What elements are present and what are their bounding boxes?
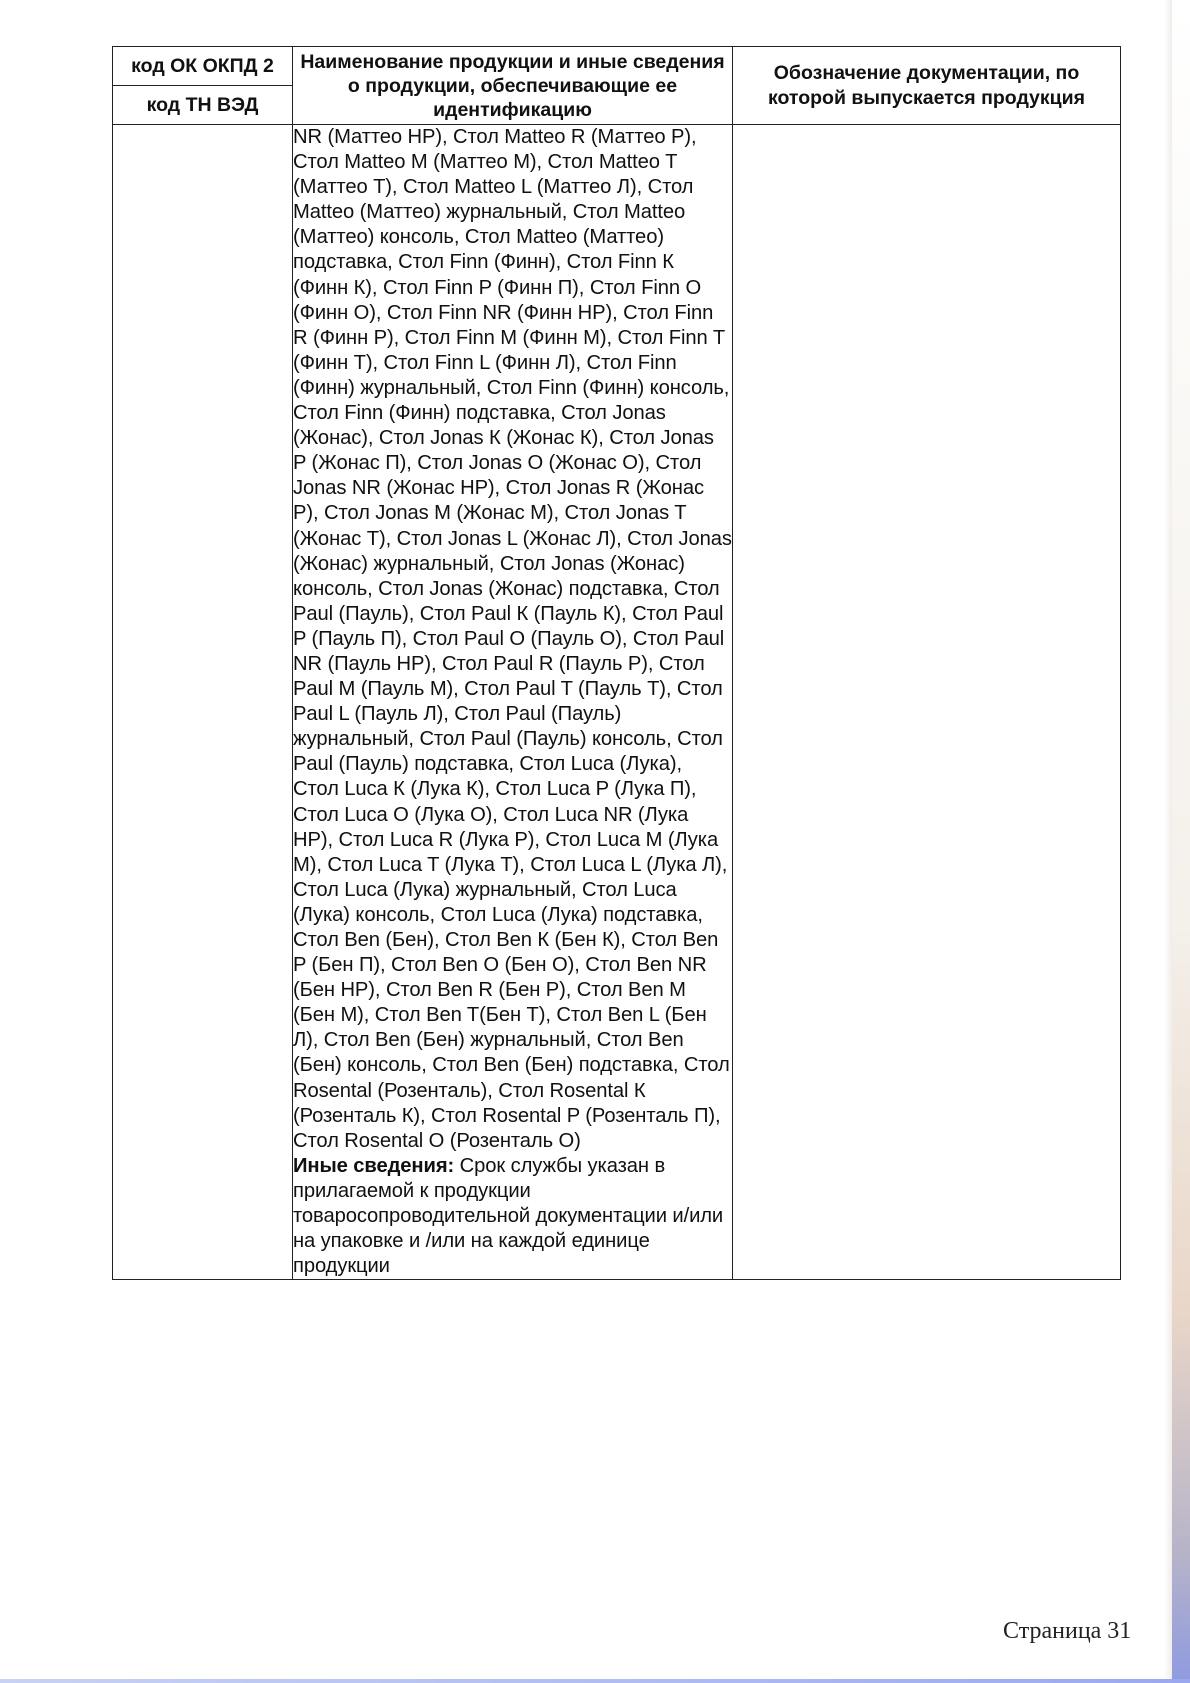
header-product-name: Наименование продукции и иные сведения о продукции, обеспечивающие ее идентификацию: [293, 47, 733, 125]
table-header-row: [113, 47, 1121, 86]
other-info-text: Срок службы указан в прилагаемой к продукции товаросопроводительной документации и/или на упаковке и /или на каждой единице продукции: [293, 1154, 724, 1278]
cell-product-description: [293, 125, 733, 1280]
scanned-bottom-edge: [0, 1679, 1190, 1683]
product-specification-table: [112, 46, 1121, 1280]
header-tnved-code: код ТН ВЭД: [113, 86, 293, 125]
scanned-page-edge: [1172, 0, 1190, 1683]
header-okpd2-code: код ОК ОКПД 2: [113, 47, 293, 86]
header-documentation: Обозначение документации, по которой выпускается продукция: [733, 47, 1121, 125]
product-list-text: NR (Маттео НР), Стол Matteo R (Маттео Р), Стол Matteo M (Маттео М), Стол Matteo T (Маттео Т), Стол Matteo L (Маттео Л), Стол Matteo (Маттео) журнальный, Стол Matteo (Маттео) консоль, Стол Matteo (Маттео) подставка, Стол Finn (Финн), Стол Finn К (Финн К), Стол Finn P (Финн П), Стол Finn O (Финн О), Стол Finn NR (Финн НР), Стол Finn R (Финн Р), Стол Finn M (Финн М), Стол Finn T (Финн Т), Стол Finn L (Финн Л), Стол Finn (Финн) журнальный, Стол Finn (Финн) консоль, Стол Finn (Финн) подставка, Стол Jonas (Жонас), Стол Jonas К (Жонас К), Стол Jonas P (Жонас П), Стол Jonas O (Жонас О), Стол Jonas NR (Жонас НР), Стол Jonas R (Жонас Р), Стол Jonas M (Жонас М), Стол Jonas T (Жонас Т), Стол Jonas L (Жонас Л), Стол Jonas (Жонас) журнальный, Стол Jonas (Жонас) консоль, Стол Jonas (Жонас) подставка, Стол Paul (Пауль), Стол Paul К (Пауль К), Стол Paul P (Пауль П), Стол Paul O (Пауль О), Стол Paul NR (Пауль НР), Стол Paul R (Пауль Р), Стол Paul M (Пауль М), Стол Paul T (Пауль Т), Стол Paul L (Пауль Л), Стол Paul (Пауль) журнальный, Стол Paul (Пауль) консоль, Стол Paul (Пауль) подставка, Стол Luca (Лука), Стол Luca К (Лука К), Стол Luca P (Лука П), Стол Luca O (Лука О), Стол Luca NR (Лука НР), Стол Luca R (Лука Р), Стол Luca M (Лука М), Стол Luca T (Лука Т), Стол Luca L (Лука Л), Стол Luca (Лука) журнальный, Стол Luca (Лука) консоль, Стол Luca (Лука) подставка, Стол Ben (Бен), Стол Ben К (Бен К), Стол Ben P (Бен П), Стол Ben O (Бен О), Стол Ben NR (Бен НР), Стол Ben R (Бен Р), Стол Ben M (Бен М), Стол Ben T(Бен Т), Стол Ben L (Бен Л), Стол Ben (Бен) журнальный, Стол Ben (Бен) консоль, Стол Ben (Бен) подставка, Стол Rosental (Розенталь), Стол Rosental К (Розенталь К), Стол Rosental P (Розенталь П), Стол Rosental O (Розенталь О): [293, 126, 732, 1152]
table-row: [113, 125, 1121, 1280]
scanned-page-shadow: [1164, 0, 1172, 1683]
cell-documentation: [733, 125, 1121, 1280]
other-info-label: Иные сведения:: [293, 1154, 455, 1177]
cell-code: [113, 125, 293, 1280]
page-number: Страница 31: [1003, 1618, 1132, 1644]
